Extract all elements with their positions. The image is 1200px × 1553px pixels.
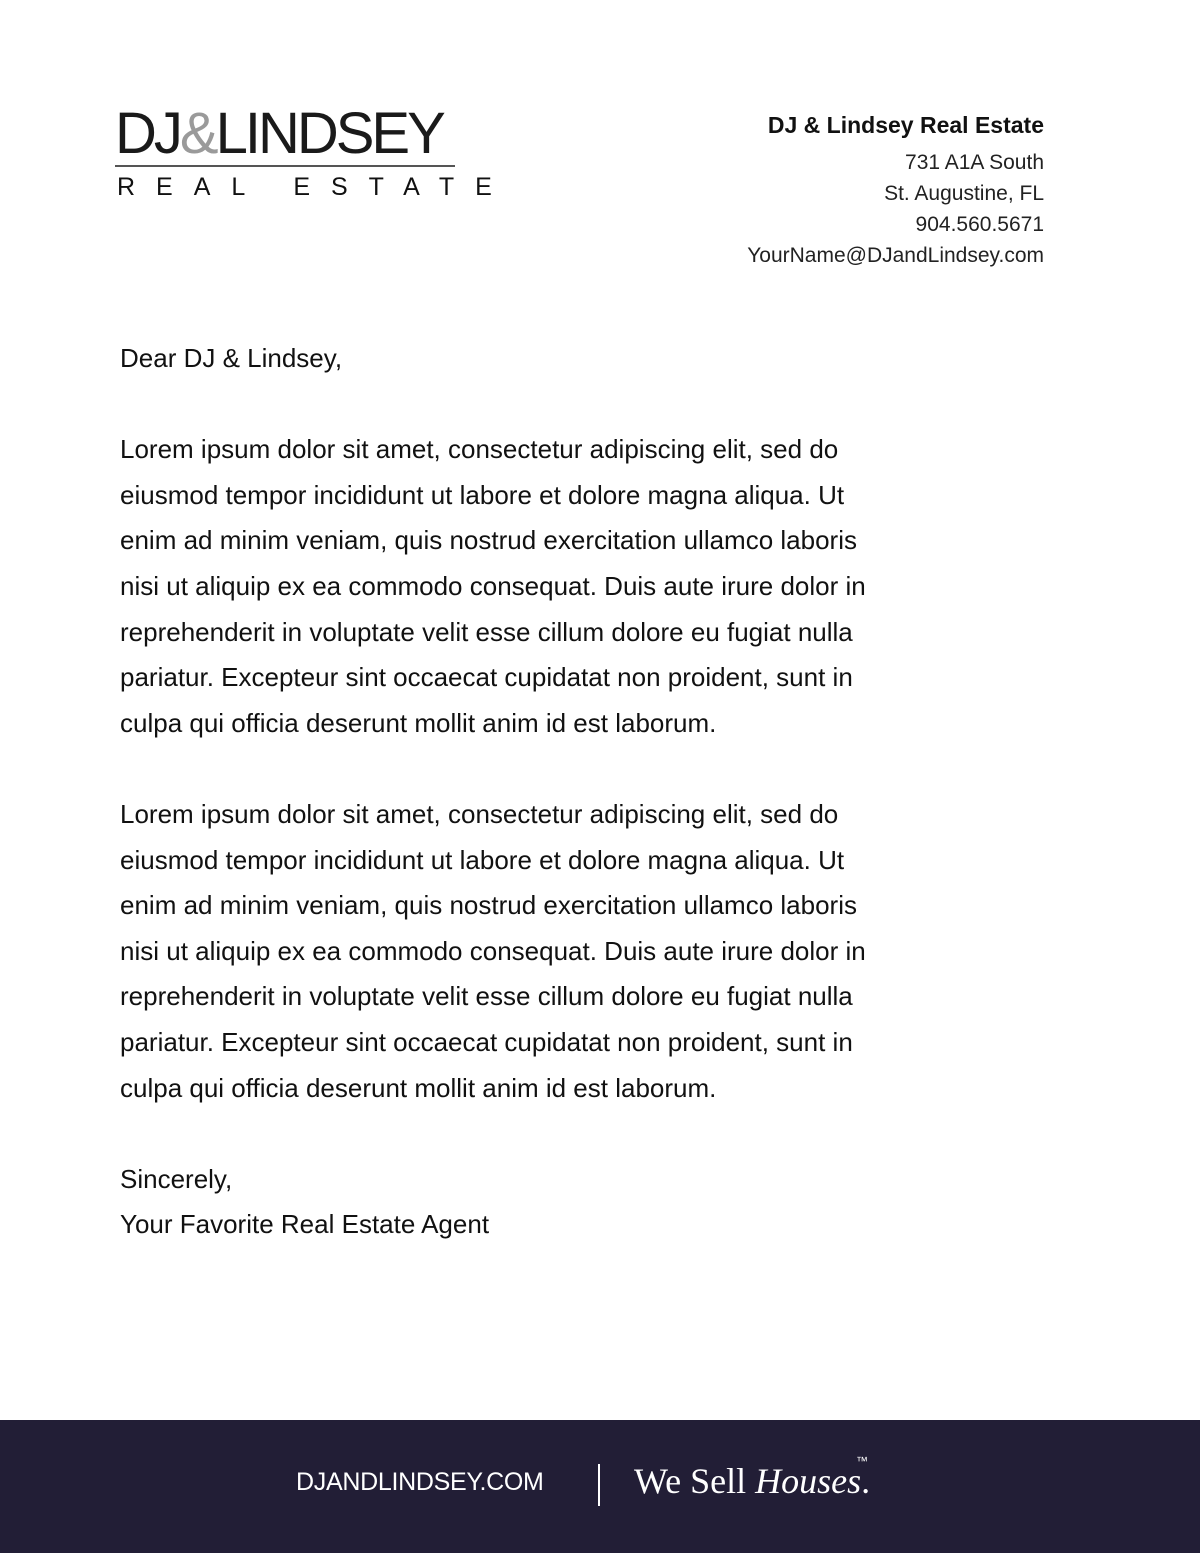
footer-divider (598, 1464, 600, 1506)
paragraph-2 (120, 792, 866, 1111)
text-line: eiusmod tempor incididunt ut labore et dolore magna aliqua. Ut (120, 479, 845, 510)
footer-website: DJANDLINDSEY.COM (296, 1468, 544, 1496)
text-line: Lorem ipsum dolor sit amet, consectetur adipiscing elit, sed do (120, 798, 839, 829)
text-line: reprehenderit in voluptate velit esse cillum dolore eu fugiat nulla (120, 616, 853, 647)
tagline-italic: Houses (755, 1461, 862, 1501)
text-line: pariatur. Excepteur sint occaecat cupidatat non proident, sunt in (120, 662, 853, 693)
letter-body (120, 336, 866, 1248)
greeting: Dear DJ & Lindsey, (120, 343, 343, 373)
contact-block (747, 110, 1044, 271)
text-line: reprehenderit in voluptate velit esse cillum dolore eu fugiat nulla (120, 981, 853, 1012)
text-line: nisi ut aliquip ex ea commodo consequat. Duis aute irure dolor in (120, 570, 866, 601)
text-line: pariatur. Excepteur sint occaecat cupidatat non proident, sunt in (120, 1026, 853, 1057)
tagline-plain: We Sell (634, 1461, 756, 1501)
phone-number: 904.560.5671 (915, 213, 1044, 236)
company-logo (115, 101, 513, 201)
logo-wordmark (115, 101, 473, 166)
logo-lindsey: LINDSEY (215, 101, 443, 166)
text-line: culpa qui officia deserunt mollit anim id est laborum. (120, 707, 717, 738)
street-address: 731 A1A South (905, 151, 1044, 174)
paragraph-1 (120, 427, 866, 746)
text-line: enim ad minim veniam, quis nostrud exercitation ullamco laboris (120, 890, 857, 921)
text-line: nisi ut aliquip ex ea commodo consequat. Duis aute irure dolor in (120, 935, 866, 966)
logo-ampersand: & (179, 101, 216, 166)
tagline-period: . (861, 1461, 871, 1501)
logo-dj: DJ (115, 101, 180, 166)
signature: Your Favorite Real Estate Agent (120, 1209, 490, 1240)
email-address: YourName@DJandLindsey.com (747, 244, 1044, 267)
company-name: DJ & Lindsey Real Estate (767, 112, 1044, 138)
logo-subtitle: REAL ESTATE (117, 173, 513, 201)
footer-banner (0, 1420, 1200, 1553)
closing: Sincerely, (120, 1163, 233, 1194)
text-line: enim ad minim veniam, quis nostrud exercitation ullamco laboris (120, 525, 857, 556)
text-line: Lorem ipsum dolor sit amet, consectetur adipiscing elit, sed do (120, 434, 839, 465)
trademark-symbol: ™ (856, 1454, 868, 1468)
text-line: eiusmod tempor incididunt ut labore et dolore magna aliqua. Ut (120, 844, 845, 875)
city-state: St. Augustine, FL (884, 182, 1044, 205)
footer-tagline (634, 1460, 870, 1502)
text-line: culpa qui officia deserunt mollit anim id est laborum. (120, 1072, 717, 1103)
